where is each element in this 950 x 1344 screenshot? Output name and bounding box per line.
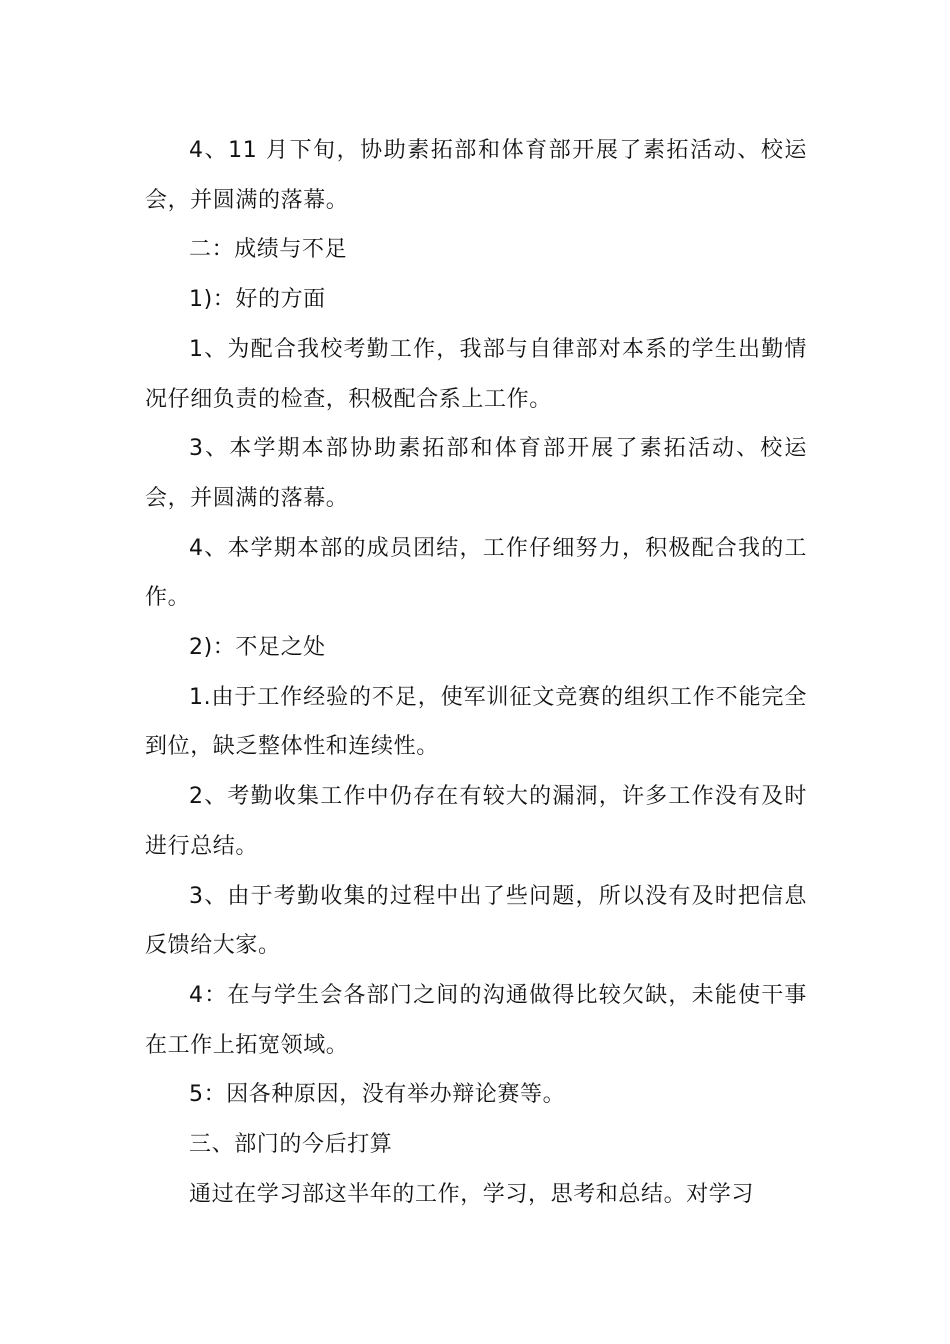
section-heading-future-plans: 三、部门的今后打算 — [189, 1132, 393, 1158]
subheading-shortcomings: 2)：不足之处 — [189, 635, 326, 661]
paragraph-good-4: 4、本学期本部的成员团结，工作仔细努力，积极配合我的工作。 — [145, 535, 807, 611]
paragraph-shortcoming-1: 1.由于工作经验的不足，使军训征文竞赛的组织工作不能完全到位，缺乏整体性和连续性。 — [145, 684, 807, 760]
paragraph-good-1: 1、为配合我校考勤工作，我部与自律部对本系的学生出勤情况仔细负责的检查，积极配合系上工作。 — [145, 336, 807, 412]
paragraph-shortcoming-4: 4：在与学生会各部门之间的沟通做得比较欠缺，未能使干事在工作上拓宽领域。 — [145, 982, 807, 1058]
subheading-good-aspects: 1)：好的方面 — [189, 287, 326, 313]
paragraph-item-4-late-november: 4、11 月下旬，协助素拓部和体育部开展了素拓活动、校运会，并圆满的落幕。 — [145, 138, 807, 213]
section-heading-achievements-shortcomings: 二：成绩与不足 — [189, 237, 348, 263]
paragraph-future-plans: 通过在学习部这半年的工作，学习，思考和总结。对学习 — [189, 1181, 755, 1207]
paragraph-good-3: 3、本学期本部协助素拓部和体育部开展了素拓活动、校运会，并圆满的落幕。 — [145, 436, 807, 511]
paragraph-shortcoming-3: 3、由于考勤收集的过程中出了些问题，所以没有及时把信息反馈给大家。 — [145, 883, 807, 959]
paragraph-shortcoming-2: 2、考勤收集工作中仍存在有较大的漏洞，许多工作没有及时进行总结。 — [145, 784, 807, 859]
document-body — [145, 126, 807, 1219]
paragraph-shortcoming-5: 5：因各种原因，没有举办辩论赛等。 — [189, 1082, 566, 1108]
